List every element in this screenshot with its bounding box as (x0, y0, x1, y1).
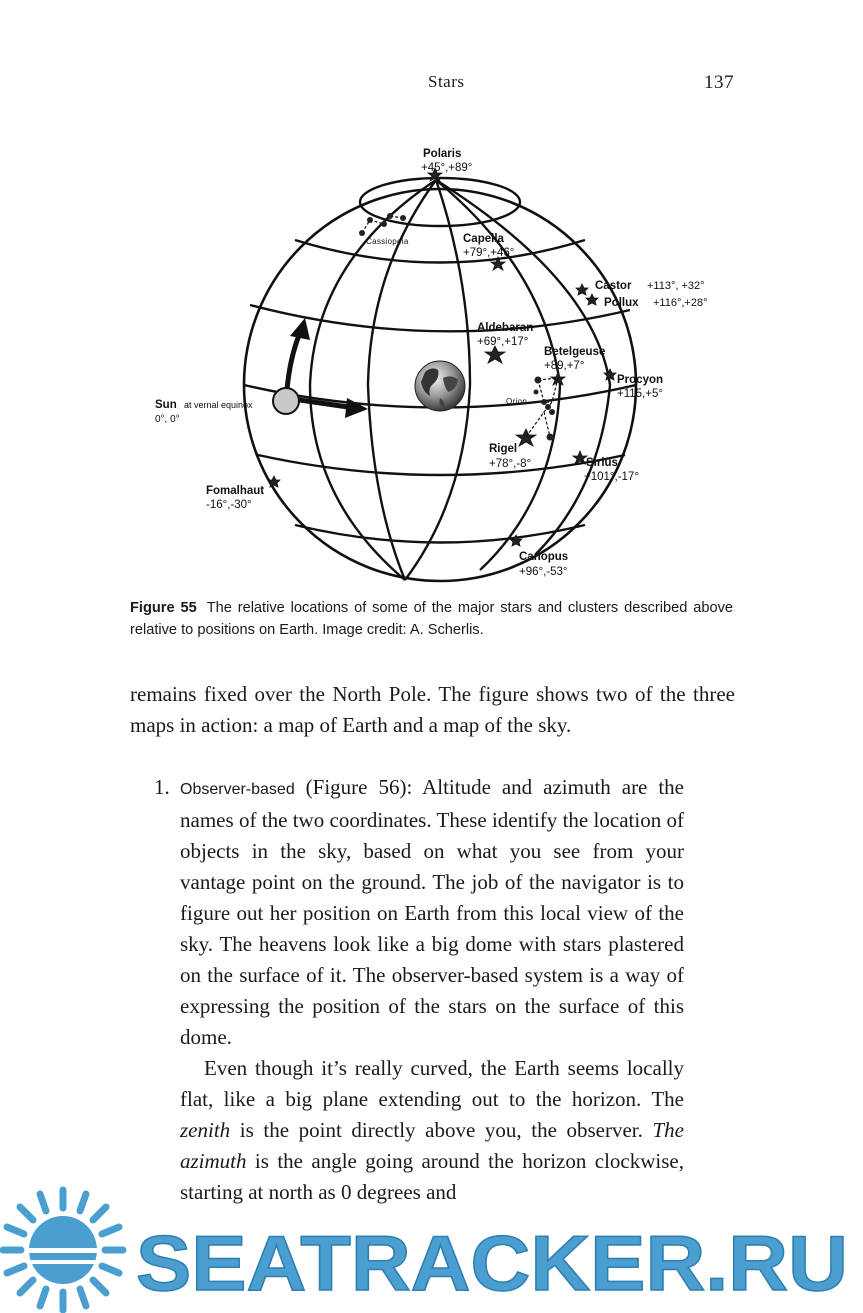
label-orion: Orion (506, 397, 528, 406)
label-pollux-name: Pollux (604, 297, 639, 309)
term-azimuth: The azimuth (180, 1118, 684, 1173)
label-rigel-coords: +78°,-8° (489, 458, 532, 470)
list-item-text: (Figure 56): Altitude and azimuth are the names of the two coordinates. These identify the location of objects in the sky, based on what you see from your vantage point on the ground. The job of the navigator is to figure out her position on Earth from this local view of the sky. The heavens look like a big dome with stars plastered on the surface of it. The observer-based system is a way of expressing the position of the stars on the surface of this dome. (180, 775, 684, 1049)
label-rigel-name: Rigel (489, 443, 518, 455)
list-item-lead: Observer-based (180, 781, 295, 798)
figure-caption-text: The relative locations of some of the major stars and clusters described above relative to positions on Earth. Image credit: A. Scherlis. (130, 600, 733, 638)
label-canopus-coords: +96°,-53° (519, 566, 568, 578)
running-head (0, 72, 863, 98)
star-fomalhaut (268, 476, 280, 487)
list-item-body (180, 772, 684, 1208)
para2-part-c: is the angle going around the horizon clockwise, starting at north as 0 degrees and (180, 1149, 684, 1204)
label-cassiopeia: Cassiopeia (366, 237, 409, 246)
star-aldebaran (485, 346, 505, 363)
label-sun-name: Sun (155, 399, 177, 411)
label-betelgeuse-name: Betelgeuse (544, 346, 606, 358)
label-fomalhaut-coords: -16°,-30° (206, 499, 252, 511)
star-castor (576, 284, 588, 295)
orion-constellation (526, 378, 558, 437)
list-item-number: 1. (154, 775, 170, 799)
star-rigel (516, 429, 536, 446)
label-betelgeuse-coords: +89,+7° (544, 360, 585, 372)
label-polaris-name: Polaris (423, 148, 462, 160)
label-canopus-name: Canopus (519, 551, 569, 563)
label-procyon-coords: +115,+5° (617, 388, 663, 400)
watermark (0, 1180, 863, 1313)
para2-part-b: is the point directly above you, the observer. (230, 1118, 653, 1142)
label-sun-coords: 0°, 0° (155, 414, 180, 425)
label-aldebaran-coords: +69°,+17° (477, 336, 529, 348)
term-zenith: zenith (180, 1118, 231, 1142)
label-pollux-coords: +116°,+28° (653, 297, 708, 309)
orion-stars (534, 377, 556, 441)
figure-caption-label: Figure 55 (130, 600, 197, 616)
label-procyon-name: Procyon (617, 374, 664, 386)
label-sirius-coords: +101°,-17° (584, 471, 639, 483)
sun-marker (273, 318, 368, 418)
watermark-text: SEATRACKER.RU (136, 1219, 848, 1307)
label-polaris-coords: +45°,+89° (421, 162, 473, 174)
label-castor-name: Castor (595, 280, 632, 292)
label-fomalhaut-name: Fomalhaut (206, 485, 265, 497)
label-capella-name: Capella (463, 233, 504, 245)
star-pollux (586, 294, 598, 305)
cassiopeia-constellation (359, 213, 406, 236)
watermark-sun-icon (3, 1190, 123, 1310)
running-title: Stars (428, 72, 465, 91)
body-paragraph: remains fixed over the North Pole. The figure shows two of the three maps in action: a map of Earth and a map of the sky. (130, 682, 735, 737)
para2-part-a: Even though it’s really curved, the Earth seems locally flat, like a big plane extending out to the horizon. The (180, 1056, 684, 1111)
figure-caption (130, 597, 733, 641)
label-capella-coords: +79°,+46° (463, 247, 515, 259)
star-procyon (604, 369, 616, 380)
label-sun-note: at vernal equinox (184, 400, 253, 410)
label-aldebaran-name: Aldebaran (477, 322, 534, 334)
celestial-sphere-figure (140, 140, 740, 590)
earth-globe (415, 361, 465, 411)
page-number: 137 (704, 72, 734, 93)
label-castor-coords: +113°, +32° (647, 280, 705, 292)
label-sirius-name: Sirius (586, 457, 618, 469)
